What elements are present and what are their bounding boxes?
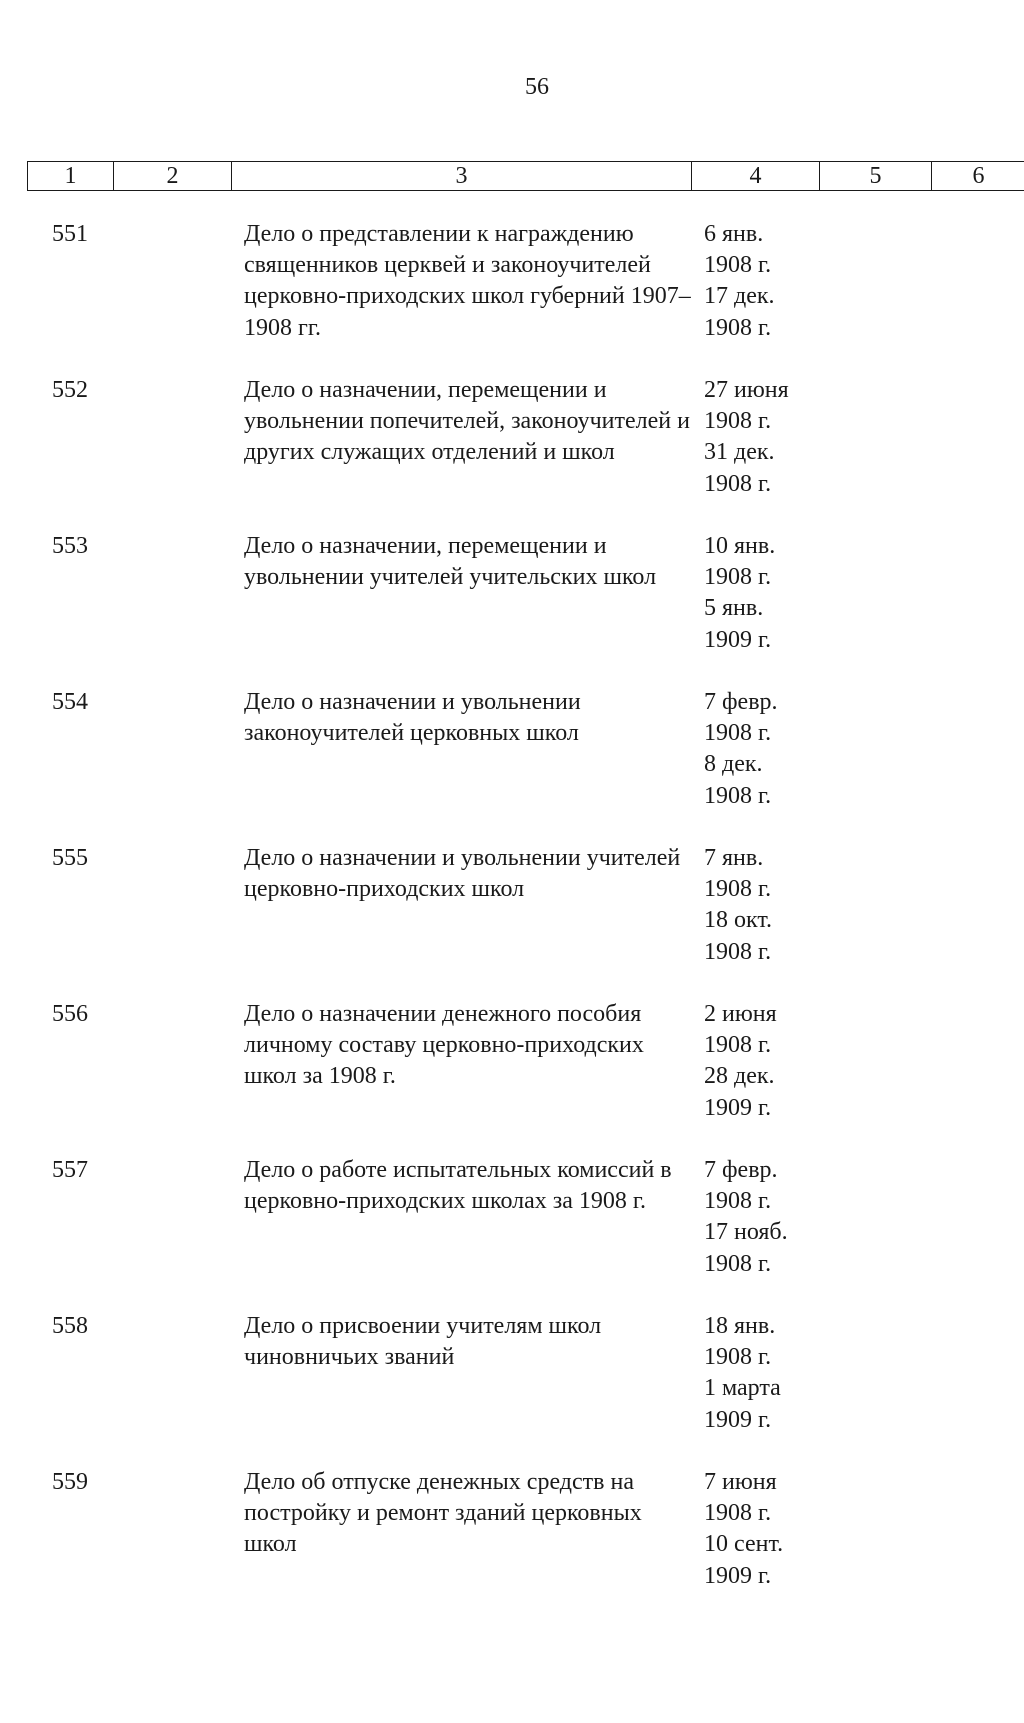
date-end-year: 1909 г. — [704, 1562, 772, 1589]
record-number: 559 — [52, 1469, 88, 1495]
date-end-year: 1908 г. — [704, 938, 772, 965]
record-number: 556 — [52, 1001, 88, 1027]
date-end-year: 1908 г. — [704, 1250, 772, 1277]
date-start-year: 1908 г. — [704, 1032, 772, 1059]
date-start-day: 7 янв. — [704, 845, 764, 871]
date-start-year: 1908 г. — [704, 876, 772, 903]
records-list — [0, 219, 1024, 1623]
date-start-year: 1908 г. — [704, 564, 772, 591]
date-end-day: 8 дек. — [704, 751, 763, 778]
date-end-year: 1908 г. — [704, 314, 772, 341]
date-end-day: 1 марта — [704, 1375, 781, 1402]
record-title: Дело о назначении и увольнении законоучителей церковных школ — [244, 689, 581, 747]
record-dates — [704, 843, 824, 968]
date-start-year: 1908 г. — [704, 408, 772, 435]
record-dates — [704, 999, 824, 1124]
record-number: 553 — [52, 533, 88, 559]
record-dates — [704, 1311, 824, 1436]
column-header-6: 6 — [932, 162, 1024, 191]
date-end-year: 1908 г. — [704, 470, 772, 497]
record-dates — [704, 219, 824, 344]
date-end-year: 1909 г. — [704, 1094, 772, 1121]
record-number: 558 — [52, 1313, 88, 1339]
date-start-day: 10 янв. — [704, 533, 776, 559]
date-end-day: 17 нояб. — [704, 1219, 788, 1246]
record-title: Дело о присвоении учителям школ чиновничьих званий — [244, 1313, 602, 1371]
record-title: Дело об отпуске денежных средств на постройку и ремонт зданий церковных школ — [244, 1469, 642, 1558]
record-dates — [704, 1467, 824, 1592]
record-dates — [704, 1155, 824, 1280]
column-header-1: 1 — [28, 162, 114, 191]
record-title: Дело о назначении, перемещении и увольнении учителей учительских школ — [244, 533, 657, 591]
record-title: Дело о назначении и увольнении учителей церковно-приходских школ — [244, 845, 681, 903]
record-557 — [0, 1155, 1024, 1311]
record-dates — [704, 531, 824, 656]
page-number: 56 — [525, 74, 549, 100]
date-end-day: 18 окт. — [704, 907, 773, 934]
date-end-day: 5 янв. — [704, 595, 764, 622]
date-end-year: 1909 г. — [704, 1406, 772, 1433]
date-start-day: 6 янв. — [704, 221, 764, 247]
record-number: 554 — [52, 689, 88, 715]
date-start-day: 7 июня — [704, 1469, 777, 1495]
date-start-day: 7 февр. — [704, 1157, 778, 1183]
date-end-day: 31 дек. — [704, 439, 775, 466]
record-title: Дело о назначении денежного пособия личному составу церковно-приходских школ за 1908 г. — [244, 1001, 644, 1090]
column-header-row — [27, 161, 1024, 191]
record-556 — [0, 999, 1024, 1155]
date-start-year: 1908 г. — [704, 252, 772, 279]
column-header-5: 5 — [820, 162, 932, 191]
date-start-year: 1908 г. — [704, 1188, 772, 1215]
column-header-2: 2 — [114, 162, 232, 191]
record-dates — [704, 375, 824, 500]
date-end-year: 1909 г. — [704, 626, 772, 653]
record-dates — [704, 687, 824, 812]
record-554 — [0, 687, 1024, 843]
record-number: 551 — [52, 221, 88, 247]
column-header-4: 4 — [692, 162, 820, 191]
record-number: 557 — [52, 1157, 88, 1183]
date-start-day: 18 янв. — [704, 1313, 776, 1339]
date-start-year: 1908 г. — [704, 1500, 772, 1527]
record-552 — [0, 375, 1024, 531]
date-start-day: 27 июня — [704, 377, 789, 403]
date-end-day: 28 дек. — [704, 1063, 775, 1090]
record-555 — [0, 843, 1024, 999]
record-title: Дело о назначении, перемещении и увольнении попечителей, законоучителей и других служащих отделений и школ — [244, 377, 690, 466]
record-558 — [0, 1311, 1024, 1467]
date-end-year: 1908 г. — [704, 782, 772, 809]
column-header-3: 3 — [232, 162, 692, 191]
date-start-day: 2 июня — [704, 1001, 777, 1027]
record-551 — [0, 219, 1024, 375]
date-end-day: 17 дек. — [704, 283, 775, 310]
record-number: 555 — [52, 845, 88, 871]
record-number: 552 — [52, 377, 88, 403]
record-title: Дело о работе испытательных комиссий в церковно-приходских школах за 1908 г. — [244, 1157, 672, 1215]
record-553 — [0, 531, 1024, 687]
record-title: Дело о представлении к награждению священников церквей и законоучителей церковно-приходских школ губерний 1907–1908 гг. — [244, 221, 691, 341]
date-start-year: 1908 г. — [704, 720, 772, 747]
date-end-day: 10 сент. — [704, 1531, 784, 1558]
record-559 — [0, 1467, 1024, 1623]
date-start-day: 7 февр. — [704, 689, 778, 715]
date-start-year: 1908 г. — [704, 1344, 772, 1371]
